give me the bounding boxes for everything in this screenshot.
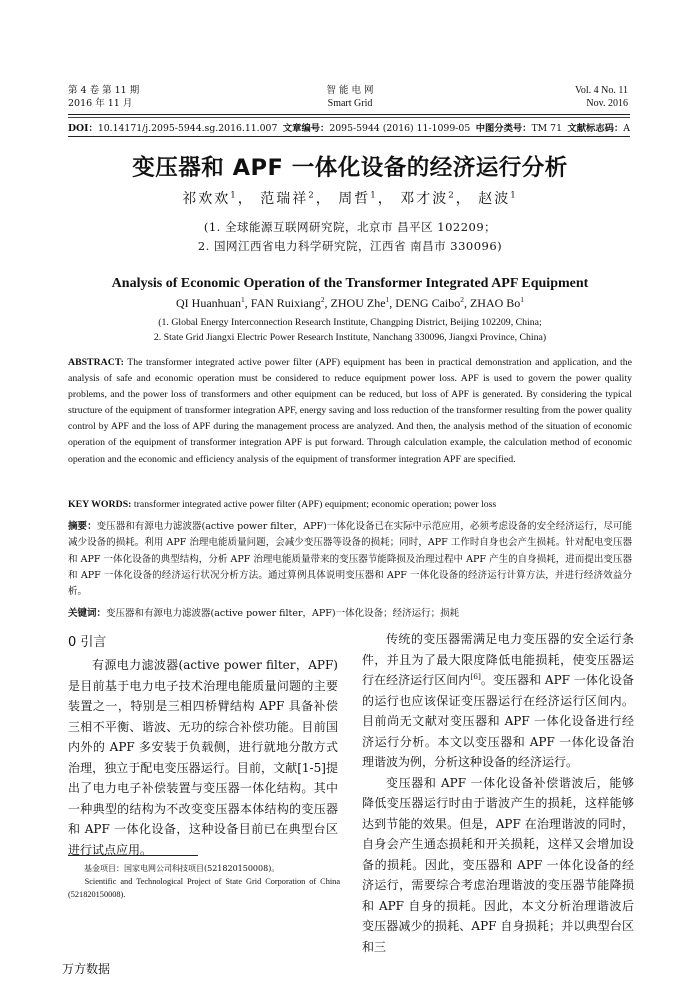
keywords-cn xyxy=(68,607,632,621)
footnote xyxy=(68,862,340,901)
body-column-left xyxy=(68,655,338,860)
author-en: ZHOU Zhe xyxy=(330,296,386,310)
author-en: ZHAO Bo xyxy=(469,296,521,310)
paper-title-en: Analysis of Economic Operation of the Transformer Integrated APF Equipment xyxy=(111,276,589,291)
volume-issue-cn: 第 4 卷 第 11 期 xyxy=(68,85,140,96)
author-cn: 赵波 xyxy=(478,191,511,207)
abstract-en xyxy=(68,355,632,468)
paper-title-cn: 变压器和 APF 一体化设备的经济运行分析 xyxy=(132,155,568,181)
affiliation-cn-1: (1. 全球能源互联网研究院，北京市 昌平区 102209； xyxy=(203,220,497,234)
author-en: QI Huanhuan xyxy=(175,296,241,310)
abstract-cn xyxy=(68,519,632,600)
author-cn: 祁欢欢 xyxy=(182,191,231,207)
author-list-cn: 祁欢欢$^1$， 范瑞祥$^2$， 周哲$^1$， 邓才波$^2$， 赵波$^1$ xyxy=(182,190,518,207)
affiliation-en-1: (1. Global Energy Interconnection Research Institute, Changping District, Beijing 102209, China; xyxy=(158,317,542,328)
meta-rule xyxy=(68,136,630,137)
abstract-cn-label: 摘要： xyxy=(68,521,97,532)
journal-name-cn: 智 能 电 网 xyxy=(326,85,374,96)
keywords-label: KEY WORDS: xyxy=(68,499,132,510)
affiliation-en-2: 2. State Grid Jiangxi Electric Power Research Institute, Nanchang 330096, Jiangxi Province, China) xyxy=(153,332,547,343)
keywords-en xyxy=(68,498,632,512)
date-en: Nov. 2016 xyxy=(586,98,628,109)
clc-number: 中图分类号：TM 71 xyxy=(475,123,562,134)
footer-watermark: 万方数据 xyxy=(62,962,111,976)
section-heading: 0 引言 xyxy=(68,635,107,650)
header-rule-thick xyxy=(68,114,630,115)
paragraph: 传统的变压器需满足电力变压器的安全运行条件，并且为了最大限度降低电能损耗，使变压器运行在经济运行区间内[6]。变压器和 APF 一体化设备的运行也应该保证变压器运行在经济运行区间内。目前尚无文献对变压器和 APF 一体化设备进行经济运行分析。本文以变压器和 APF 一体化设备治理谐波为例，分析这种设备的经济运行。 xyxy=(362,632,634,769)
abstract-label: ABSTRACT: xyxy=(68,357,124,368)
author-list-en: QI Huanhuan$^1$, FAN Ruixiang$^2$, ZHOU Zhe$^1$, DENG Caibo$^2$, ZHAO Bo$^1$ xyxy=(175,295,525,310)
volume-issue-en: Vol. 4 No. 11 xyxy=(574,85,628,96)
citation-ref: [6] xyxy=(470,672,481,681)
author-en: DENG Caibo xyxy=(395,296,461,310)
abstract-text: The transformer integrated active power filter (APF) equipment has been in practical demonstration and application, and the analysis of safe and economic operation must be considered to reduce equipment power loss. APF is used to govern the power quality problems, and the power loss of transformers and other equipment can be reduced, but loss of APF is generated. By considering the typical structure of the equipment of transformer integration APF, energy saving and loss reduction of the transformer resulting from the power quality control by APF and the loss of APF during the management process are analyzed. And then, the analysis method of the situation of economic operation of the equipment of transformer integration APF is put forward. Through calculation example, the calculation method of economic operation and the economic and efficiency analysis of the equipment of transformer integration APF are specified. xyxy=(68,357,632,465)
journal-volume-en xyxy=(575,84,628,110)
keywords-text: transformer integrated active power filter (APF) equipment; economic operation; power loss xyxy=(133,499,497,510)
doi: DOI：10.14171/j.2095-5944.sg.2016.11.007 xyxy=(68,123,278,134)
author-en: FAN Ruixiang xyxy=(250,296,321,310)
author-cn: 范瑞祥 xyxy=(260,191,309,207)
funding-cn: 基金项目：国家电网公司科技项目(521820150008)。 xyxy=(84,864,280,873)
body-column-right xyxy=(362,629,634,957)
paragraph: 变压器和 APF 一体化设备补偿谐波后，能够降低变压器运行时由于谐波产生的损耗，这样能够达到节能的效果。但是，APF 在治理谐波的同时，自身会产生通态损耗和开关损耗，这样又会增加设备的损耗。因此，变压器和 APF 一体化设备的经济运行，需要综合考虑治理谐波的变压器节能降损和 APF 自身的损耗。因此，本文分析治理谐波后变压器减少的损耗、APF 自身损耗；并以典型台区和三 xyxy=(362,775,634,954)
author-cn: 周哲 xyxy=(338,191,371,207)
date-cn: 2016 年 11 月 xyxy=(68,98,133,109)
author-cn: 邓才波 xyxy=(400,191,449,207)
keywords-cn-text: 变压器和有源电力滤波器(active power filter，APF)一体化设备；经济运行；损耗 xyxy=(106,608,460,619)
header-rule-thin xyxy=(68,117,630,118)
article-meta xyxy=(68,120,630,134)
affiliation-cn-2: 2. 国网江西省电力科学研究院，江西省 南昌市 330096) xyxy=(197,239,503,253)
keywords-cn-label: 关键词： xyxy=(68,608,107,619)
journal-name-en: Smart Grid xyxy=(327,98,373,109)
footnote-rule xyxy=(68,855,198,856)
document-code: 文献标志码：A xyxy=(567,123,630,134)
paragraph: 有源电力滤波器(active power filter，APF)是目前基于电力电子技术治理电能质量问题的主要装置之一，特别是三相四桥臂结构 APF 具备补偿三相不平衡、谐波、无功的综合补偿功能。目前国内外的 APF 多安装于负载侧，进行就地分散方式治理，独立于配电变压器运行。目前，文献[1-5]提出了电力电子补偿装置与变压器一体化结构。其中一种典型的结构为不改变变压器本体结构的变压器和 APF 一体化设备，这种设备目前已在典型台区进行试点应用。 xyxy=(68,658,338,857)
article-number: 文章编号：2095-5944 (2016) 11-1099-05 xyxy=(282,123,471,134)
funding-en: Scientific and Technological Project of State Grid Corporation of China (521820150008). xyxy=(68,877,340,899)
abstract-cn-text: 变压器和有源电力滤波器(active power filter，APF)一体化设备已在实际中示范应用，必须考虑设备的安全经济运行，尽可能减少设备的损耗。利用 APF 治理电能质量问题，会减少变压器等设备的损耗；同时，APF 工作时自身也会产生损耗。针对配电变压器和 APF 一体化设备的典型结构，分析 APF 治理电能质量带来的变压器节能降损及治理过程中 APF 产生的自身损耗，进而提出变压器和 APF 一体化设备的经济运行状况分析方法。通过算例具体说明变压器和 APF 一体化设备的经济运行计算方法，并进行经济效益分析。 xyxy=(68,521,632,598)
